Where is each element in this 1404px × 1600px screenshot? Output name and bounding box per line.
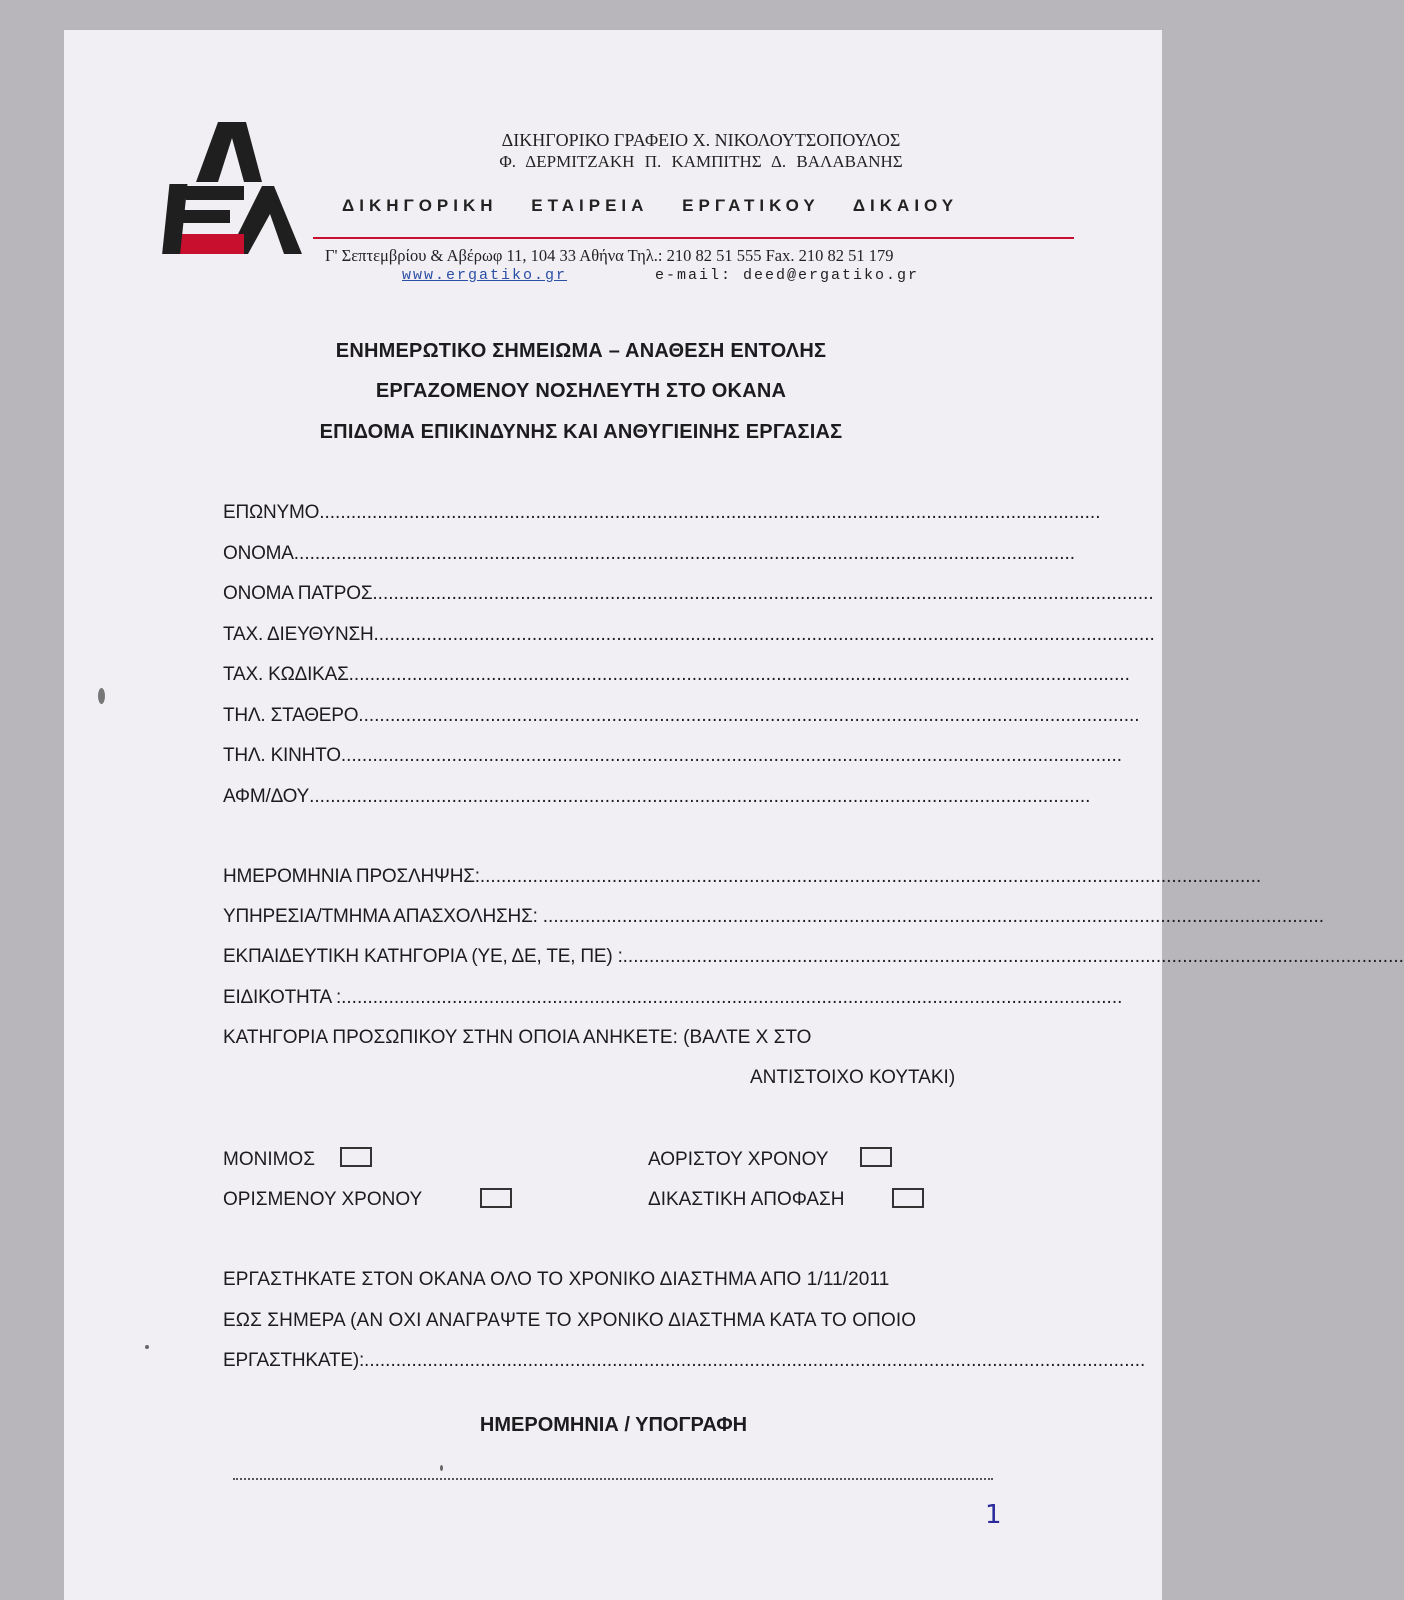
field-label: ΤΗΛ. ΚΙΝΗΤΟ — [223, 745, 341, 766]
fill-line: .................................................................................................................................................... — [341, 987, 1123, 1008]
fill-line: .................................................................................................................................................... — [319, 502, 1101, 523]
option-fixed-term-label: ΟΡΙΣΜΕΝΟΥ ΧΡΟΝΟΥ — [223, 1189, 423, 1210]
website-link[interactable]: www.ergatiko.gr — [402, 267, 568, 284]
field-label: ΟΝΟΜΑ — [223, 543, 294, 564]
fill-line: .................................................................................................................................................... — [542, 906, 1325, 927]
field-surname[interactable] — [223, 502, 1101, 524]
fill-line: .................................................................................................................................................... — [309, 786, 1091, 807]
field-postal-address[interactable] — [223, 624, 1155, 646]
fill-line: .................................................................................................................................................... — [364, 1350, 1146, 1371]
signature-label: ΗΜΕΡΟΜΗΝΙΑ / ΥΠΟΓΡΑΦΗ — [479, 1414, 748, 1436]
field-label: ΟΝΟΜΑ ΠΑΤΡΟΣ — [223, 583, 373, 604]
field-specialty[interactable] — [223, 987, 1123, 1009]
page-number: 1 — [985, 1500, 1002, 1530]
fill-line: .................................................................................................................................................... — [293, 543, 1076, 564]
form-title-line3: ΕΠΙΔΟΜΑ ΕΠΙΚΙΝΔΥΝΗΣ ΚΑΙ ΑΝΘΥΓΙΕΙΝΗΣ ΕΡΓΑΣΙΑΣ — [319, 421, 843, 443]
partners-names: Φ. ΔΕΡΜΙΤΖΑΚΗ Π. ΚΑΜΠΙΤΗΣ Δ. ΒΑΛΑΒΑΝΗΣ — [499, 152, 903, 171]
field-label: ΕΡΓΑΣΤΗΚΑΤΕ): — [223, 1350, 365, 1371]
scan-speck — [145, 1345, 149, 1349]
field-tax-id[interactable] — [223, 786, 1091, 808]
field-mobile[interactable] — [223, 745, 1123, 767]
fill-line: .................................................................................................................................................... — [373, 624, 1155, 645]
period-question-line1: ΕΡΓΑΣΤΗΚΑΤΕ ΣΤΟΝ ΟΚΑΝΑ ΟΛΟ ΤΟ ΧΡΟΝΙΚΟ ΔΙΑΣΤΗΜΑ ΑΠΟ 1/11/2011 — [223, 1269, 890, 1290]
field-work-period[interactable] — [223, 1350, 1146, 1372]
field-education-category[interactable] — [223, 946, 1404, 968]
fill-line: .................................................................................................................................................... — [479, 866, 1262, 887]
field-label: ΕΙΔΙΚΟΤΗΤΑ : — [223, 987, 342, 1008]
period-question-line2: ΕΩΣ ΣΗΜΕΡΑ (ΑΝ ΟΧΙ ΑΝΑΓΡΑΨΤΕ ΤΟ ΧΡΟΝΙΚΟ ΔΙΑΣΤΗΜΑ ΚΑΤΑ ΤΟ ΟΠΟΙΟ — [223, 1310, 917, 1331]
header-divider — [313, 237, 1074, 239]
field-label: ΤΗΛ. ΣΤΑΘΕΡΟ — [223, 705, 359, 726]
category-question-cont: ΑΝΤΙΣΤΟΙΧΟ ΚΟΥΤΑΚΙ) — [750, 1067, 956, 1088]
option-indefinite-label: ΑΟΡΙΣΤΟΥ ΧΡΟΝΟΥ — [648, 1149, 829, 1170]
field-label: ΤΑΧ. ΔΙΕΥΘΥΝΣΗ — [223, 624, 374, 645]
fill-line: .................................................................................................................................................... — [348, 664, 1130, 685]
firm-tagline: ΔΙΚΗΓΟΡΙΚΗ ΕΤΑΙΡΕΙΑ ΕΡΓΑΤΙΚΟΥ ΔΙΚΑΙΟΥ — [342, 196, 959, 215]
field-label: ΕΚΠΑΙΔΕΥΤΙΚΗ ΚΑΤΗΓΟΡΙΑ (ΥΕ, ΔΕ, ΤΕ, ΠΕ) : — [223, 946, 623, 967]
field-label: ΕΠΩΝΥΜΟ — [223, 502, 320, 523]
field-postal-code[interactable] — [223, 664, 1130, 686]
checkbox-indefinite[interactable] — [860, 1147, 892, 1167]
signature-line[interactable] — [233, 1478, 993, 1480]
field-label: ΤΑΧ. ΚΩΔΙΚΑΣ — [223, 664, 349, 685]
field-service-department[interactable] — [223, 906, 1325, 928]
form-title-line1: ΕΝΗΜΕΡΩΤΙΚΟ ΣΗΜΕΙΩΜΑ – ΑΝΑΘΕΣΗ ΕΝΤΟΛΗΣ — [335, 340, 827, 362]
fill-line: .................................................................................................................................................... — [372, 583, 1154, 604]
form-title-line2: ΕΡΓΑΖΟΜΕΝΟΥ ΝΟΣΗΛΕΥΤΗ ΣΤΟ ΟΚΑΝΑ — [375, 380, 787, 402]
firm-name: ΔΙΚΗΓΟΡΙΚΟ ΓΡΑΦΕΙΟ Χ. ΝΙΚΟΛΟΥΤΣΟΠΟΥΛΟΣ — [501, 130, 901, 150]
firm-address: Γ' Σεπτεμβρίου & Αβέρωφ 11, 104 33 Αθήνα Τηλ.: 210 82 51 555 Fax. 210 82 51 179 — [325, 246, 894, 265]
option-court-decision-label: ΔΙΚΑΣΤΙΚΗ ΑΠΟΦΑΣΗ — [648, 1189, 845, 1210]
field-label: ΥΠΗΡΕΣΙΑ/ΤΜΗΜΑ ΑΠΑΣΧΟΛΗΣΗΣ: — [223, 906, 543, 927]
field-hire-date[interactable] — [223, 866, 1262, 888]
scan-speck — [98, 688, 105, 704]
checkbox-permanent[interactable] — [340, 1147, 372, 1167]
email-address: e-mail: deed@ergatiko.gr — [655, 267, 920, 284]
field-landline[interactable] — [223, 705, 1140, 727]
field-label: ΗΜΕΡΟΜΗΝΙΑ ΠΡΟΣΛΗΨΗΣ: — [223, 866, 480, 887]
category-question: ΚΑΤΗΓΟΡΙΑ ΠΡΟΣΩΠΙΚΟΥ ΣΤΗΝ ΟΠΟΙΑ ΑΝΗΚΕΤΕ: (ΒΑΛΤΕ Χ ΣΤΟ — [223, 1027, 812, 1048]
fill-line: .................................................................................................................................................... — [358, 705, 1140, 726]
fill-line: .................................................................................................................................................... — [340, 745, 1123, 766]
fill-line: .................................................................................................................................................... — [622, 946, 1404, 967]
field-father-name[interactable] — [223, 583, 1154, 605]
checkbox-fixed-term[interactable] — [480, 1188, 512, 1208]
scan-speck — [440, 1465, 443, 1471]
option-permanent-label: ΜΟΝΙΜΟΣ — [223, 1149, 315, 1170]
field-label: ΑΦΜ/ΔΟΥ — [223, 786, 310, 807]
checkbox-court-decision[interactable] — [892, 1188, 924, 1208]
field-first-name[interactable] — [223, 543, 1076, 565]
